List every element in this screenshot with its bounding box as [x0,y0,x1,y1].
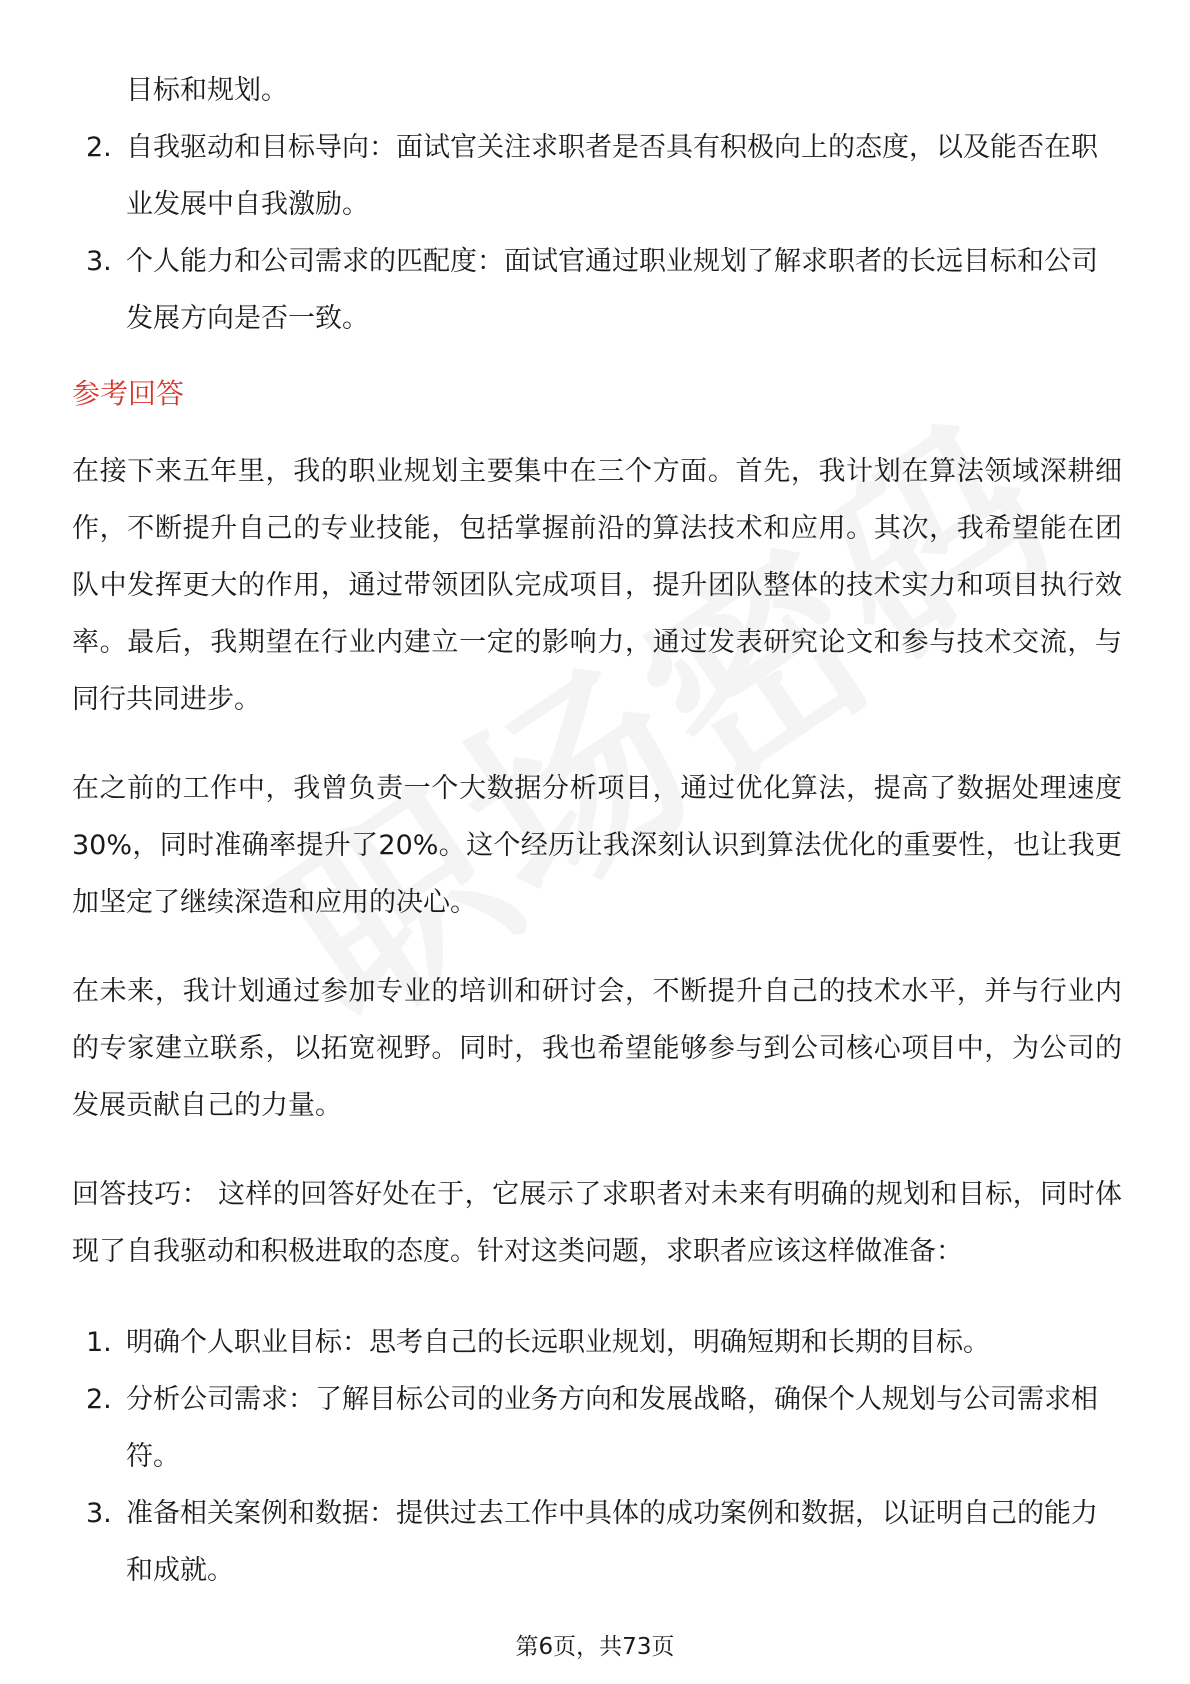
list-item [72,233,1122,347]
paragraph: 在接下来五年里，我的职业规划主要集中在三个方面。首先，我计划在算法领域深耕细作，不断提升自己的专业技能，包括掌握前沿的算法技术和应用。其次，我希望能在团队中发挥更大的作用，通过带领团队完成项目，提升团队整体的技术实力和项目执行效率。最后，我期望在行业内建立一定的影响力，通过发表研究论文和参与技术交流，与同行共同进步。 [72,456,1122,715]
page-footer: 第6页，共73页 [515,1634,675,1660]
section-title: 参考回答 [72,377,185,410]
list-item-continuation [72,62,1122,119]
list-item-number: 3. [86,1498,112,1529]
list-item-text: 分析公司需求：了解目标公司的业务方向和发展战略，确保个人规划与公司需求相符。 [126,1384,1098,1472]
list-item-text: 目标和规划。 [126,75,288,106]
paragraph: 在未来，我计划通过参加专业的培训和研讨会，不断提升自己的技术水平，并与行业内的专家建立联系，以拓宽视野。同时，我也希望能够参与到公司核心项目中，为公司的发展贡献自己的力量。 [72,976,1122,1121]
list-item [72,1485,1122,1599]
list-item-number: 1. [86,1327,112,1358]
top-list [72,62,1122,347]
list-item-number: 2. [86,132,112,163]
bottom-list [72,1314,1122,1599]
list-item [72,119,1122,233]
answer-tips-paragraph: 回答技巧： 这样的回答好处在于，它展示了求职者对未来有明确的规划和目标，同时体现了自我驱动和积极进取的态度。针对这类问题，求职者应该这样做准备： [72,1179,1122,1267]
document-body [72,62,1122,1599]
list-item [72,1314,1122,1371]
list-item-text: 准备相关案例和数据：提供过去工作中具体的成功案例和数据，以证明自己的能力和成就。 [126,1498,1098,1586]
list-item [72,1371,1122,1485]
list-item-text: 个人能力和公司需求的匹配度：面试官通过职业规划了解求职者的长远目标和公司发展方向是否一致。 [126,246,1098,334]
list-item-text: 自我驱动和目标导向：面试官关注求职者是否具有积极向上的态度，以及能否在职业发展中自我激励。 [126,132,1098,220]
list-item-text: 明确个人职业目标：思考自己的长远职业规划，明确短期和长期的目标。 [126,1327,990,1358]
list-item-number: 2. [86,1384,112,1415]
list-item-number: 3. [86,246,112,277]
paragraph: 在之前的工作中，我曾负责一个大数据分析项目，通过优化算法，提高了数据处理速度30%，同时准确率提升了20%。这个经历让我深刻认识到算法优化的重要性，也让我更加坚定了继续深造和应用的决心。 [72,773,1122,918]
